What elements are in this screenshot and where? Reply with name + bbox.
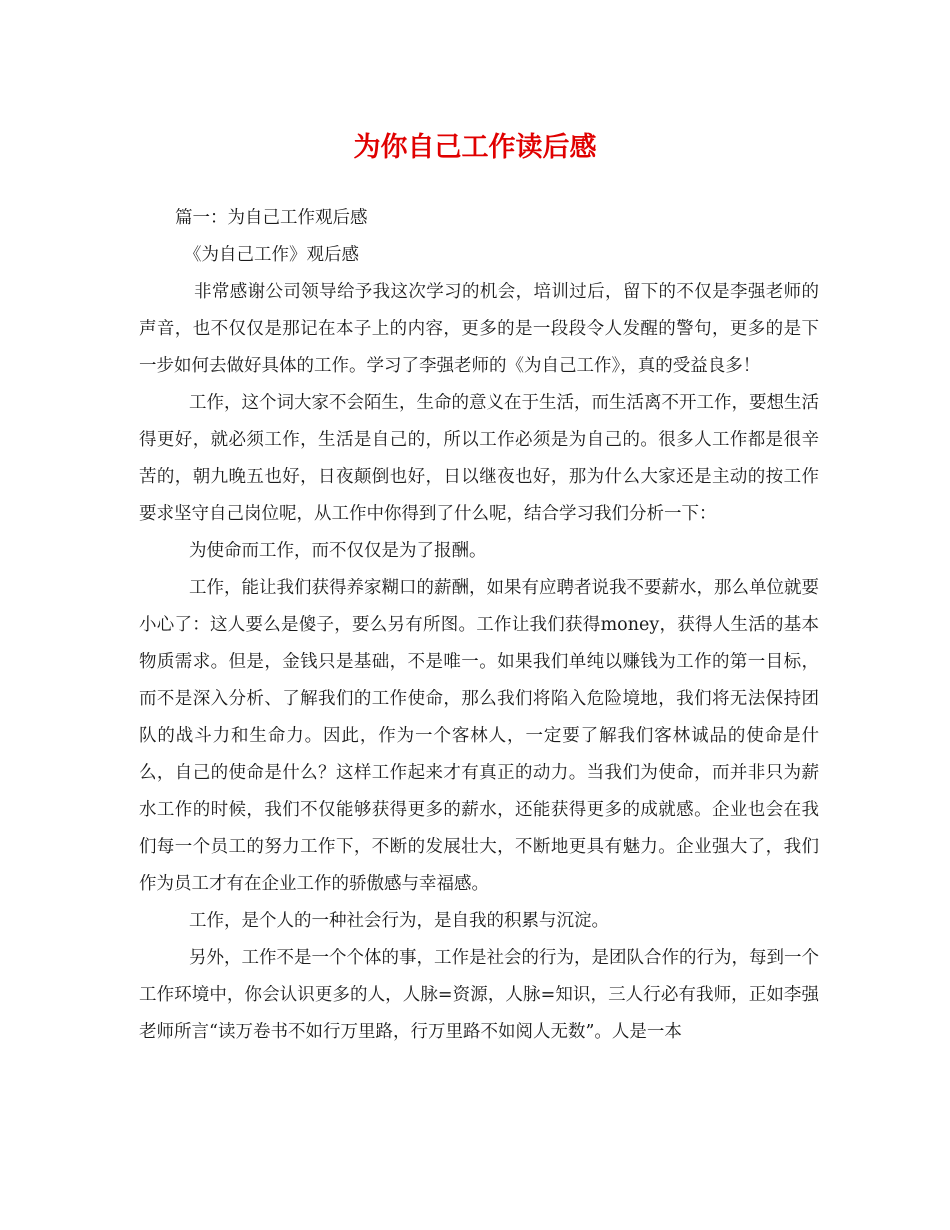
section-heading: 篇一：为自己工作观后感 (175, 208, 368, 228)
subtitle: 《为自己工作》观后感 (184, 245, 359, 265)
paragraph: 工作，能让我们获得养家糊口的薪酬，如果有应聘者说我不要薪水，那么单位就要小心了：这人要么是傻子，要么另有所图。工作让我们获得money，获得人生活的基本物质需求。但是，金钱只是基础，不是唯一。如果我们单纯以赚钱为工作的第一目标，而不是深入分析、了解我们的工作使命，那么我们将陷入危险境地，我们将无法保持团队的战斗力和生命力。因此，作为一个客林人，一定要了解我们客林诚品的使命是什么，自己的使命是什么？这样工作起来才有真正的动力。当我们为使命，而并非只为薪水工作的时候，我们不仅能够获得更多的薪水，还能获得更多的成就感。企业也会在我们每一个员工的努力工作下，不断的发展壮大，不断地更具有魅力。企业强大了，我们作为员工才有在企业工作的骄傲感与幸福感。 (139, 578, 819, 894)
paragraph: 非常感谢公司领导给予我这次学习的机会，培训过后，留下的不仅是李强老师的声音，也不仅仅是那记在本子上的内容，更多的是一段段令人发醒的警句，更多的是下一步如何去做好具体的工作。学习了李强老师的《为自己工作》，真的受益良多！ (139, 282, 819, 376)
paragraph-heading: 工作，是个人的一种社会行为，是自我的积累与沉淀。 (189, 911, 609, 931)
paragraph: 另外，工作不是一个个体的事，工作是社会的行为，是团队合作的行为，每到一个工作环境中，你会认识更多的人，人脉=资源，人脉=知识，三人行必有我师，正如李强老师所言“读万卷书不如行万里路，行万里路不如阅人无数”。人是一本 (139, 948, 819, 1042)
paragraph-heading: 为使命而工作，而不仅仅是为了报酬。 (189, 541, 487, 561)
document-title: 为你自己工作读后感 (353, 132, 597, 163)
paragraph: 工作，这个词大家不会陌生，生命的意义在于生活，而生活离不开工作，要想生活得更好，就必须工作，生活是自己的，所以工作必须是为自己的。很多人工作都是很辛苦的，朝九晚五也好，日夜颠倒也好，日以继夜也好，那为什么大家还是主动的按工作要求坚守自己岗位呢，从工作中你得到了什么呢，结合学习我们分析一下： (139, 393, 819, 524)
document-body (139, 200, 819, 1051)
